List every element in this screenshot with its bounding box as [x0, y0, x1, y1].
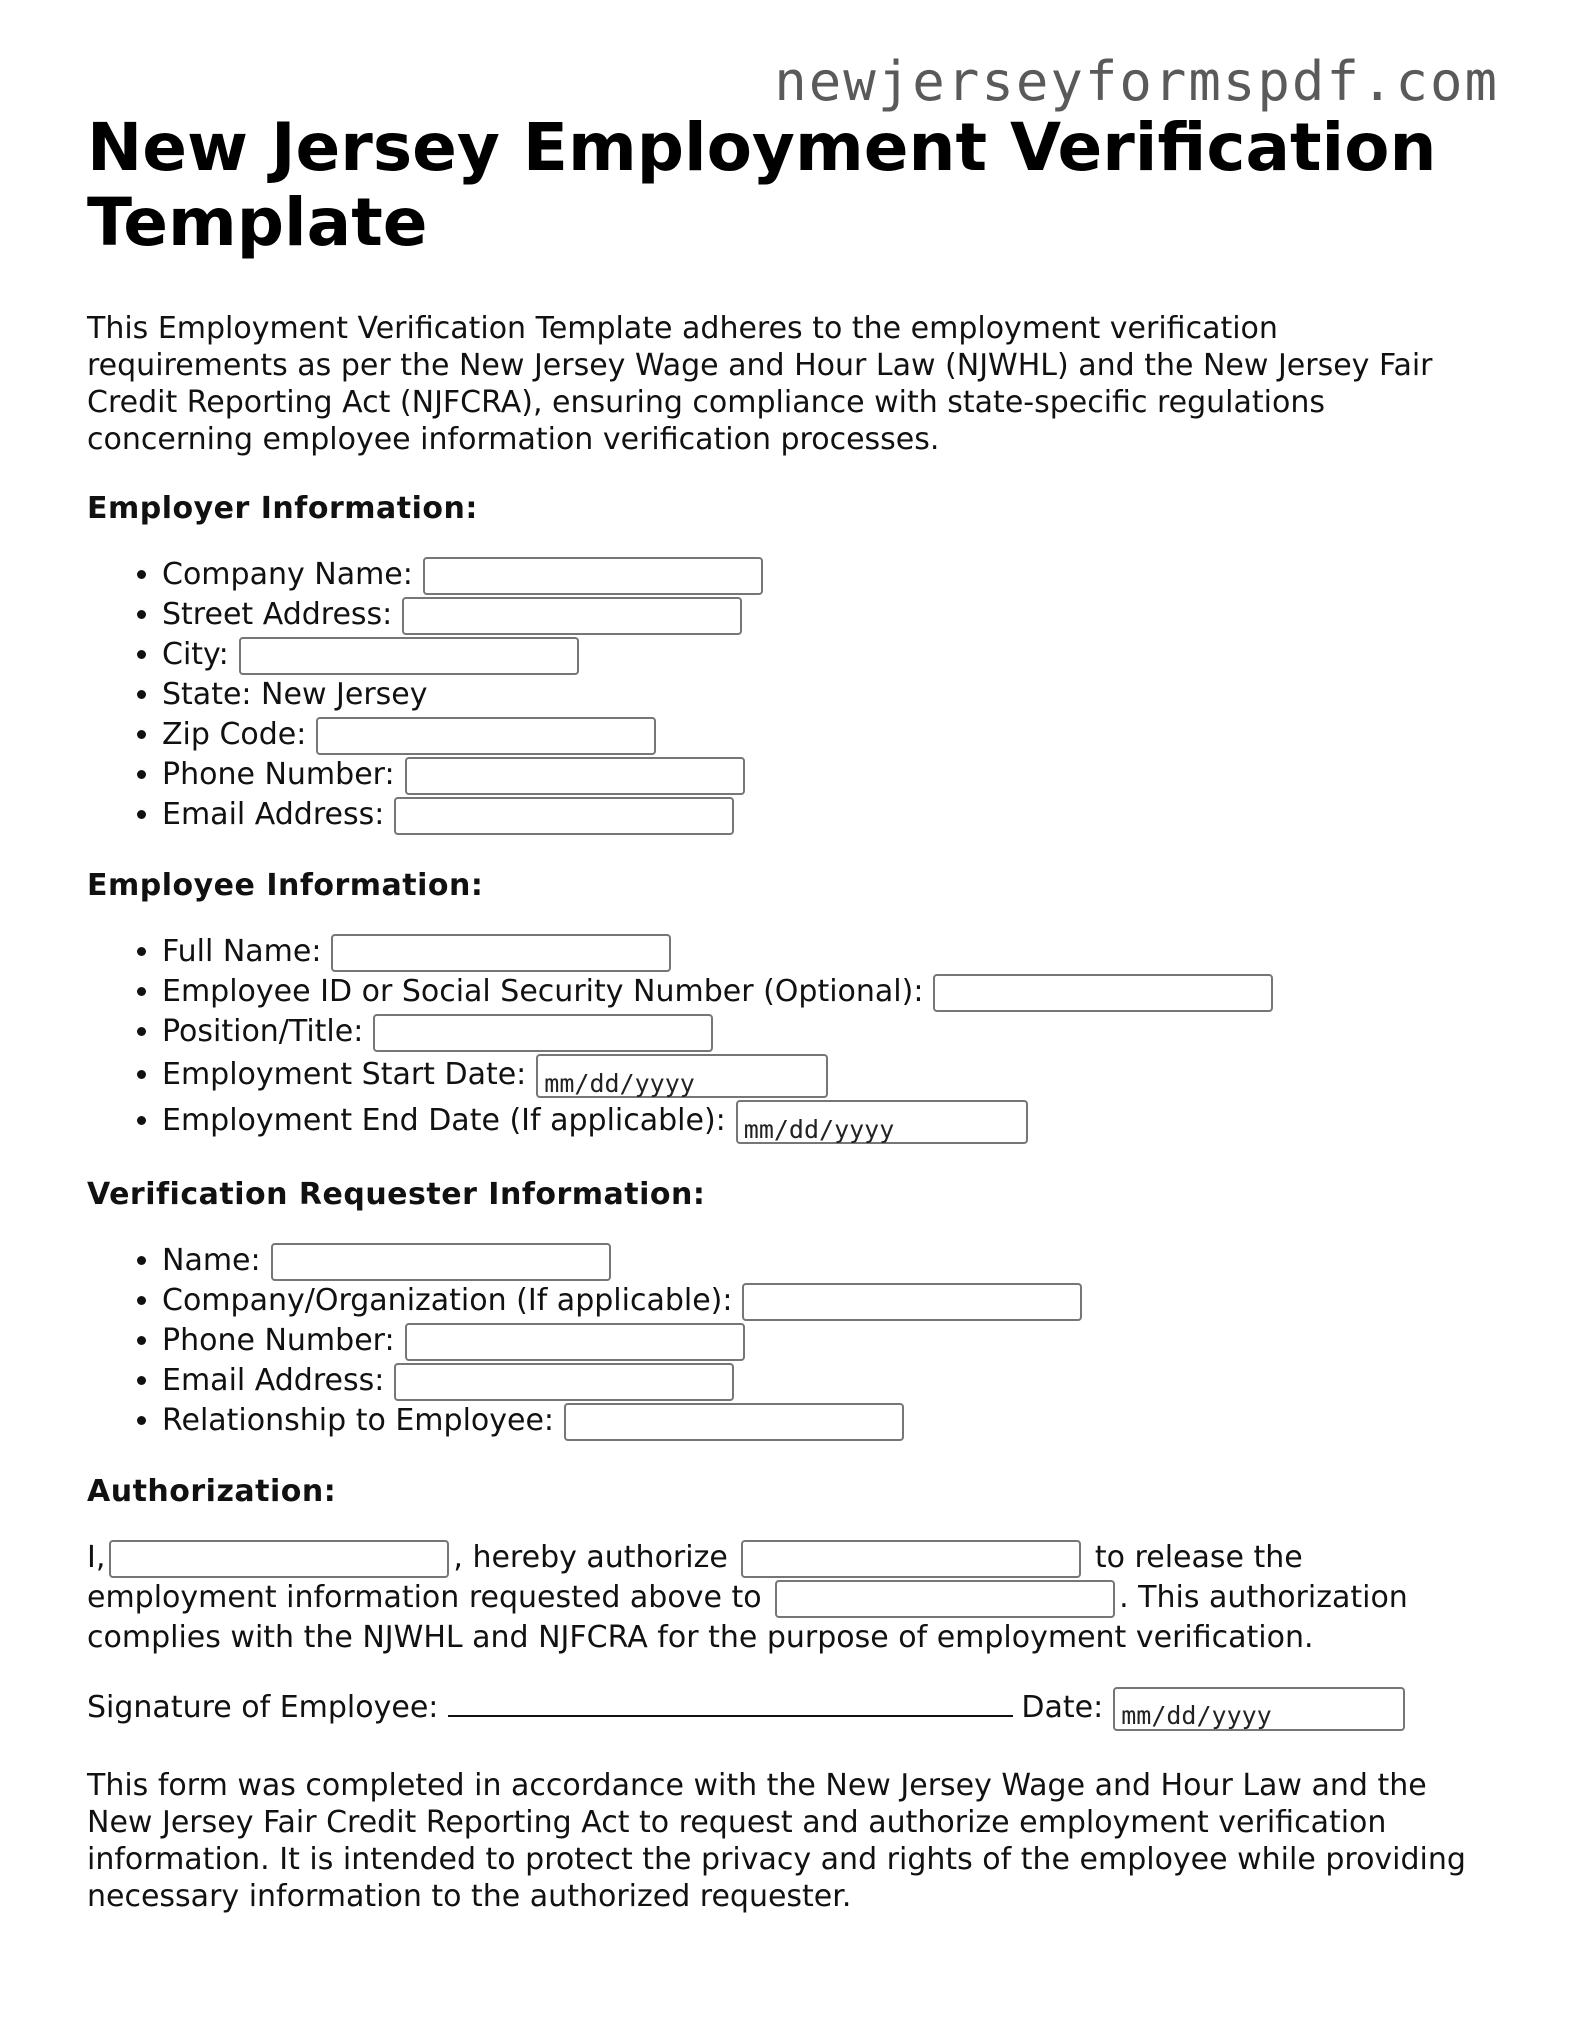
list-item — [162, 555, 1487, 595]
list-item — [162, 1321, 1487, 1361]
signature-date-input[interactable]: mm/dd/yyyy — [1113, 1687, 1405, 1731]
signature-line[interactable] — [448, 1693, 1013, 1717]
list-item — [162, 932, 1487, 972]
list-item — [162, 972, 1487, 1012]
requester-name-input[interactable] — [271, 1243, 611, 1281]
requester-email-input[interactable] — [394, 1363, 734, 1401]
intro-paragraph: This Employment Verification Template adheres to the employment verification requirements as per the New Jersey Wage and Hour Law (NJWHL) and the New Jersey Fair Credit Reporting Act (NJFCRA), ensuring compliance with state-specific regulations concerning employee information verification processes. — [87, 311, 1433, 457]
authorized-party-input[interactable] — [741, 1540, 1081, 1578]
list-item — [162, 1098, 1487, 1144]
employer-heading: Employer Information: — [87, 491, 478, 526]
list-item — [162, 1361, 1487, 1401]
street-address-input[interactable] — [402, 597, 742, 635]
employee-list — [87, 932, 1487, 1144]
employer-phone-label: Phone Number: — [162, 757, 395, 792]
list-item — [162, 635, 1487, 675]
street-address-label: Street Address: — [162, 597, 393, 632]
employer-list — [87, 555, 1487, 835]
employee-id-label: Employee ID or Social Security Number (Optional): — [162, 974, 924, 1009]
signature-row — [87, 1686, 1487, 1731]
site-watermark: newjerseyformspdf.com — [774, 50, 1499, 113]
signature-label: Signature of Employee: — [87, 1690, 439, 1725]
start-date-input[interactable]: mm/dd/yyyy — [536, 1054, 828, 1098]
full-name-label: Full Name: — [162, 934, 322, 969]
employee-id-input[interactable] — [933, 974, 1273, 1012]
list-item — [162, 1052, 1487, 1098]
auth-text-release: to release the employment information requested above to — [87, 1540, 1303, 1615]
requester-phone-label: Phone Number: — [162, 1323, 395, 1358]
employer-phone-input[interactable] — [405, 757, 745, 795]
signature-date-label: Date: — [1021, 1690, 1104, 1725]
relationship-input[interactable] — [564, 1403, 904, 1441]
list-item — [162, 595, 1487, 635]
city-label: City: — [162, 637, 229, 672]
company-name-label: Company Name: — [162, 557, 413, 592]
page-title: New Jersey Employment Verification Template — [87, 109, 1437, 261]
authorization-heading: Authorization: — [87, 1474, 337, 1509]
list-item — [162, 795, 1487, 835]
position-label: Position/Title: — [162, 1014, 364, 1049]
end-date-input[interactable]: mm/dd/yyyy — [736, 1100, 1028, 1144]
auth-text-i: I, — [87, 1540, 106, 1575]
state-label: State: New Jersey — [162, 677, 428, 712]
auth-text-hereby: , hereby authorize — [453, 1540, 728, 1575]
full-name-input[interactable] — [331, 934, 671, 972]
authorizing-employee-input[interactable] — [109, 1540, 449, 1578]
company-name-input[interactable] — [423, 557, 763, 595]
authorization-paragraph — [87, 1538, 1487, 1658]
list-item — [162, 715, 1487, 755]
requester-name-label: Name: — [162, 1243, 261, 1278]
requester-company-input[interactable] — [742, 1283, 1082, 1321]
list-item — [162, 755, 1487, 795]
closing-paragraph: This form was completed in accordance with the New Jersey Wage and Hour Law and the New Jersey Fair Credit Reporting Act to request and authorize employment verification information. It is intended to protect the privacy and rights of the employee while providing necessary information to the authorized requester. — [87, 1767, 1466, 1914]
employer-email-label: Email Address: — [162, 797, 385, 832]
list-item — [162, 1401, 1487, 1441]
requester-email-label: Email Address: — [162, 1363, 385, 1398]
zip-code-label: Zip Code: — [162, 717, 307, 752]
document-page — [87, 110, 1487, 1915]
release-recipient-input[interactable] — [775, 1580, 1115, 1618]
requester-list — [87, 1241, 1487, 1441]
employer-email-input[interactable] — [394, 797, 734, 835]
list-item — [162, 1012, 1487, 1052]
list-item — [162, 1241, 1487, 1281]
requester-phone-input[interactable] — [405, 1323, 745, 1361]
list-item — [162, 675, 1487, 715]
position-input[interactable] — [373, 1014, 713, 1052]
requester-heading: Verification Requester Information: — [87, 1177, 706, 1212]
zip-code-input[interactable] — [316, 717, 656, 755]
employee-heading: Employee Information: — [87, 868, 484, 903]
city-input[interactable] — [239, 637, 579, 675]
end-date-label: Employment End Date (If applicable): — [162, 1103, 726, 1138]
start-date-label: Employment Start Date: — [162, 1057, 527, 1092]
list-item — [162, 1281, 1487, 1321]
relationship-label: Relationship to Employee: — [162, 1403, 555, 1438]
requester-company-label: Company/Organization (If applicable): — [162, 1283, 733, 1318]
auth-text-complies: . This authorization complies with the NJWHL and NJFCRA for the purpose of employment verification. — [87, 1580, 1408, 1655]
